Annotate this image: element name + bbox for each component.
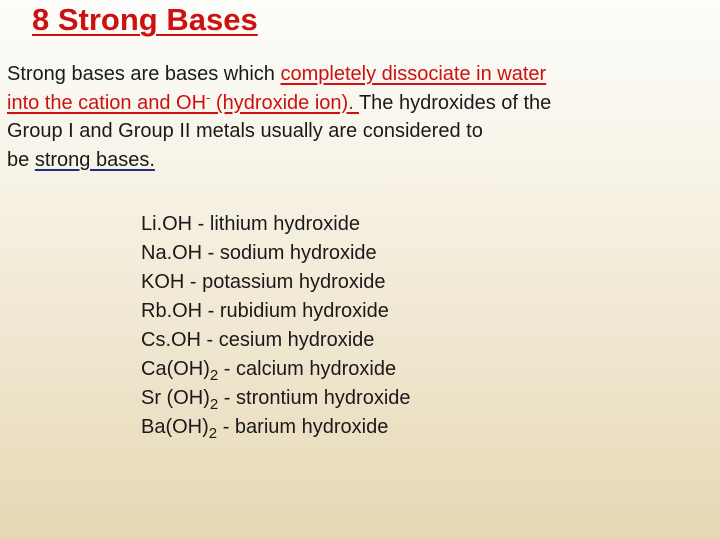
base-name: - barium hydroxide <box>217 416 389 438</box>
intro-text-be: be <box>7 148 35 171</box>
slide-title: 8 Strong Bases <box>32 2 258 37</box>
base-name: - sodium hydroxide <box>202 242 377 264</box>
intro-line-3: Group I and Group II metals usually are considered to <box>7 120 483 142</box>
list-item <box>141 297 411 326</box>
base-name: - lithium hydroxide <box>192 213 360 235</box>
base-formula: Rb.OH <box>141 300 203 322</box>
base-formula: Cs.OH <box>141 329 201 351</box>
formula-subscript: 2 <box>208 425 218 442</box>
list-item <box>141 210 411 239</box>
intro-text-hydroxides: The hydroxides of the <box>358 91 552 114</box>
base-name: - potassium hydroxide <box>184 271 386 293</box>
intro-line-4 <box>7 146 707 175</box>
list-item <box>141 355 411 384</box>
base-formula: Na.OH <box>141 242 203 264</box>
intro-highlight-dissociate: completely dissociate in water <box>280 63 547 85</box>
base-name: - rubidium hydroxide <box>202 300 389 322</box>
intro-text-hydroxide-ion: (hydroxide ion). <box>210 91 359 114</box>
intro-highlight-hydroxide <box>7 89 359 114</box>
base-formula: Li.OH <box>141 213 193 235</box>
list-item <box>141 413 411 442</box>
list-item <box>141 239 411 268</box>
base-formula: Ca(OH) <box>141 358 210 380</box>
intro-text-cation: into the cation and OH <box>7 91 207 114</box>
formula-subscript: 2 <box>209 367 219 384</box>
list-item <box>141 384 411 413</box>
list-item <box>141 268 411 297</box>
base-formula: Ba(OH) <box>141 416 209 438</box>
intro-line-2 <box>7 89 707 118</box>
bases-list <box>141 210 411 442</box>
intro-text-1: Strong bases are bases which <box>7 63 281 85</box>
base-name: - calcium hydroxide <box>218 358 397 380</box>
intro-paragraph <box>7 60 707 174</box>
base-formula: Sr (OH) <box>141 387 210 409</box>
hydroxide-charge-superscript: - <box>206 89 211 105</box>
list-item <box>141 326 411 355</box>
intro-line-1 <box>7 60 707 89</box>
base-name: - cesium hydroxide <box>201 329 375 351</box>
formula-subscript: 2 <box>209 396 219 413</box>
strong-bases-link[interactable]: strong bases. <box>34 148 155 171</box>
base-formula: KOH <box>141 271 185 293</box>
base-name: - strontium hydroxide <box>218 387 411 409</box>
